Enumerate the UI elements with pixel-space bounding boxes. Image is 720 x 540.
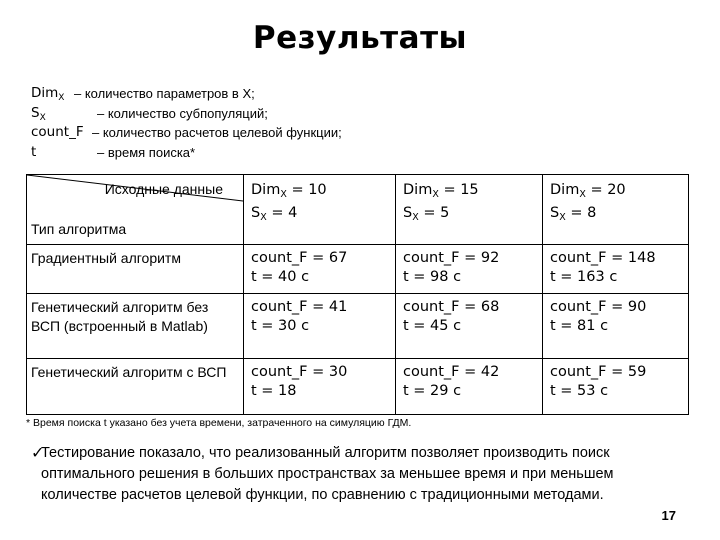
algorithm-name: Градиентный алгоритм: [27, 245, 244, 294]
definition-desc: – время поиска*: [97, 144, 196, 160]
definition-desc: – количество параметров в Х;: [74, 86, 255, 101]
algorithm-name: Генетический алгоритм без ВСП (встроенный в Matlab): [27, 294, 244, 359]
result-cell: count_F = 67 t = 40 с: [244, 245, 396, 294]
definition-term: Dim$_X$: [31, 85, 65, 103]
table-header-row: [27, 175, 689, 245]
column-header: Dim$_X$ = 15 $S_X = 5$: [396, 175, 543, 245]
page-title: Результаты: [252, 20, 468, 56]
results-table: [26, 174, 689, 415]
column-header: Dim$_X$ = 20 $S_X = 8$: [543, 175, 689, 245]
table-corner-cell: [27, 175, 244, 245]
algorithm-name: Генетический алгоритм с ВСП: [27, 359, 244, 415]
definition-term: $S_X$: [31, 104, 46, 123]
checkmark-icon: ✓: [31, 445, 45, 462]
definition-desc: – количество субпопуляций;: [97, 105, 268, 121]
result-cell: count_F = 92 t = 98 с: [396, 245, 543, 294]
table-row: [27, 245, 689, 294]
definition-desc: – количество расчетов целевой функции;: [92, 125, 342, 140]
column-header: Dim$_X$ = 10 $S_X = 4$: [244, 175, 396, 245]
result-cell: count_F = 68 t = 45 с: [396, 294, 543, 359]
table-row: [27, 359, 689, 415]
page-number: 17: [661, 508, 676, 523]
result-cell: count_F = 90 t = 81 с: [543, 294, 689, 359]
table-row: [27, 294, 689, 359]
definition-term: count_F: [31, 124, 84, 140]
footnote: * Время поиска t указано без учета времени, затраченного на симуляцию ГДМ.: [26, 417, 412, 429]
corner-header-algorithm-type: Тип алгоритма: [31, 221, 127, 237]
corner-header-source-data: Исходные данные: [104, 181, 223, 197]
conclusion-bullet: [31, 443, 691, 506]
result-cell: count_F = 59 t = 53 с: [543, 359, 689, 415]
result-cell: count_F = 30 t = 18: [244, 359, 396, 415]
result-cell: count_F = 41 t = 30 с: [244, 294, 396, 359]
result-cell: count_F = 42 t = 29 с: [396, 359, 543, 415]
conclusion-text: Тестирование показало, что реализованный алгоритм позволяет производить поиск оптимального решения в больших пространствах за меньшее время и при меньшем количестве расчетов целевой функции, по сравнению с традиционными методами.: [41, 445, 614, 503]
definition-term: t: [31, 143, 37, 160]
result-cell: count_F = 148 t = 163 с: [543, 245, 689, 294]
